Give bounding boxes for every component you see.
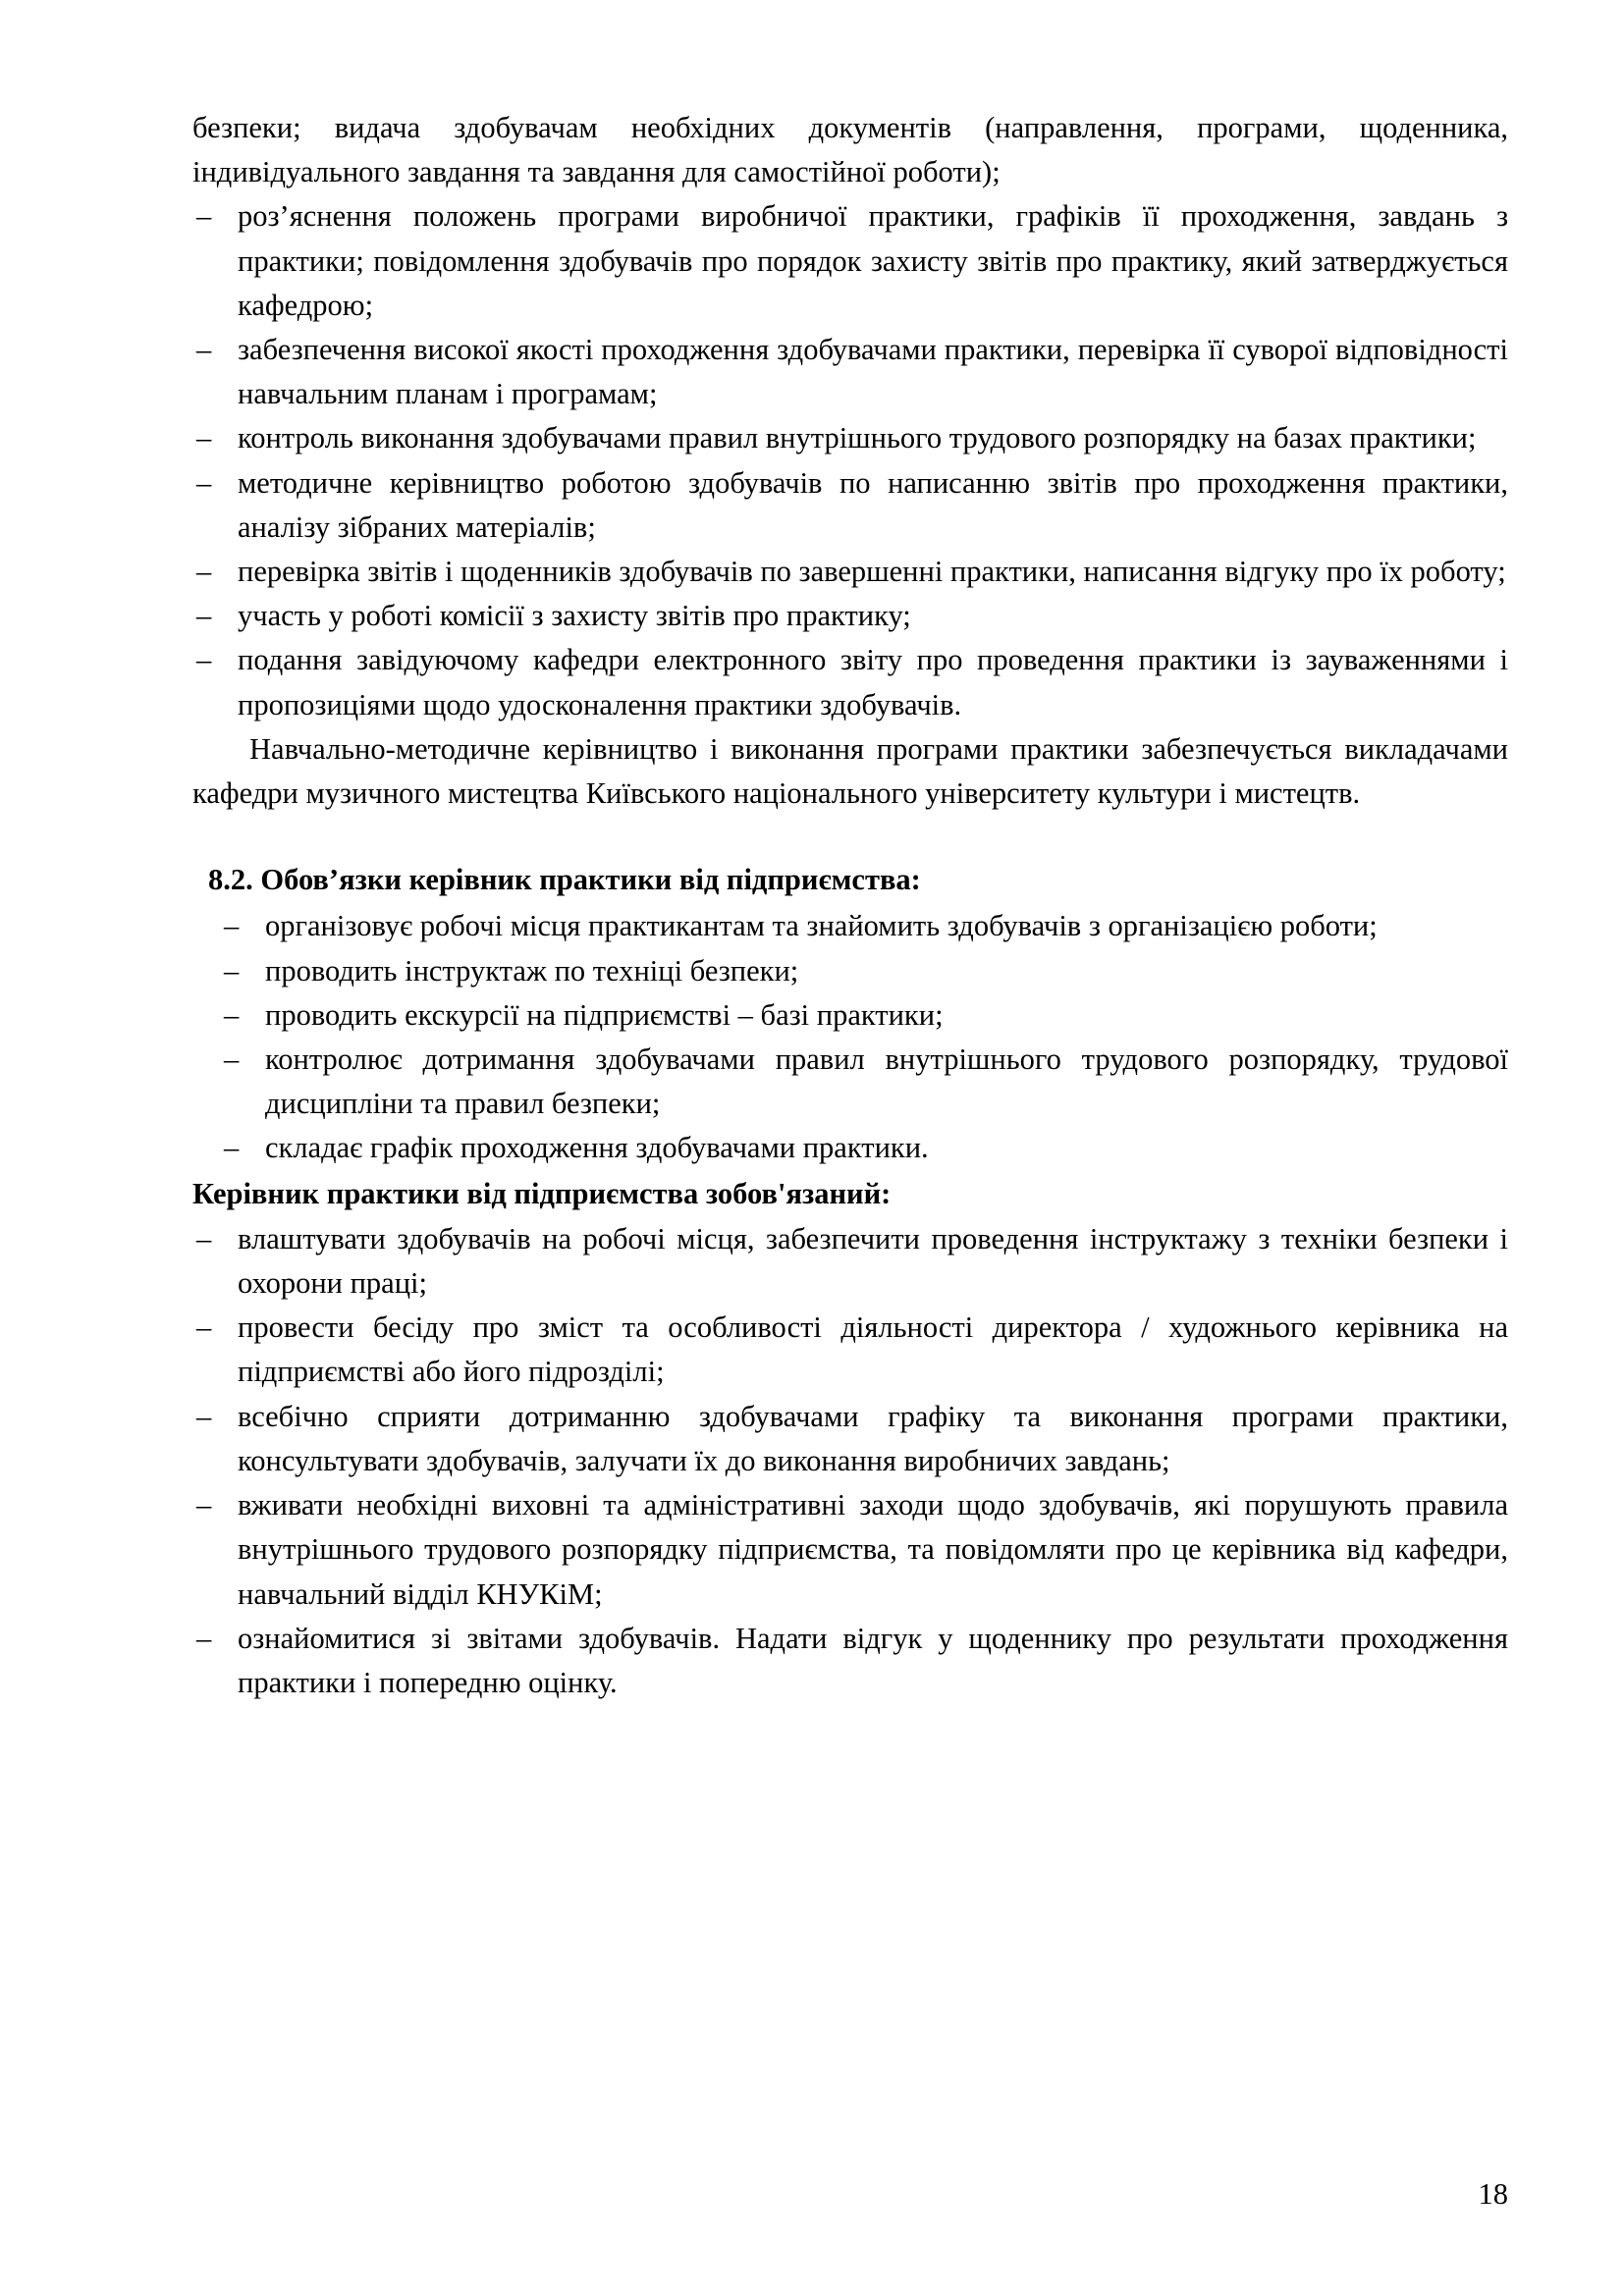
dash-bullet-icon: – — [196, 555, 212, 589]
obligations-list — [192, 1217, 1508, 1705]
dash-bullet-icon: – — [196, 465, 212, 500]
list-item — [220, 904, 1508, 948]
list-item — [192, 416, 1508, 460]
list-item-text: організовує робочі місця практикантам та знайомить здобувачів з організацією роботи; — [265, 909, 1378, 943]
list-item — [220, 1038, 1508, 1126]
dash-bullet-icon: – — [196, 1399, 212, 1433]
obligations-heading: Керівник практики від підприємства зобов'язаний: — [192, 1176, 892, 1210]
list-item-text: провести бесіду про зміст та особливості діяльності директора / художнього керівника на підприємстві або його підрозділі; — [238, 1310, 1508, 1389]
list-item-text: подання завідуючому кафедри електронного звіту про проведення практики із зауваженнями і пропозиціями щодо удосконалення практики здобувачів. — [238, 643, 1508, 721]
dash-bullet-icon: – — [196, 1310, 212, 1345]
list-item-text: роз’яснення положень програми виробничої практики, графіків її проходження, завдань з практики; повідомлення здобувачів про порядок захисту звітів про практику, який затверджується кафедрою; — [238, 199, 1508, 322]
list-item-text: ознайомитися зі звітами здобувачів. Надати відгук у щоденнику про результати проходження практики і попередню оцінку. — [238, 1621, 1508, 1699]
list-item-text: влаштувати здобувачів на робочі місця, забезпечити проведення інструктажу з техніки безпеки і охорони праці; — [238, 1221, 1508, 1301]
list-item-text: всебічно сприяти дотриманню здобувачами графіку та виконання програми практики, консультувати здобувачів, залучати їх до виконання виробничих завдань; — [238, 1399, 1508, 1477]
dash-bullet-icon: – — [224, 997, 240, 1032]
list-item-text: проводить екскурсії на підприємстві – базі практики; — [265, 997, 944, 1032]
section-8-2-heading: 8.2. Обов’язки керівник практики від підприємства: — [208, 863, 921, 897]
dash-bullet-icon: – — [196, 333, 212, 367]
dash-bullet-icon: – — [196, 1221, 212, 1255]
list-item-text: вживати необхідні виховні та адміністративні заходи щодо здобувачів, які порушують правила внутрішнього трудового розпорядку підприємства, та повідомляти про це керівника від кафедри, навчальний відділ КНУКіМ; — [238, 1488, 1508, 1611]
dash-bullet-icon: – — [196, 421, 212, 455]
list-item — [220, 1126, 1508, 1170]
list-item — [192, 328, 1508, 416]
closing-paragraph: Навчально-методичне керівництво і виконання програми практики забезпечується викладачами кафедри музичного мистецтва Київського національного університету культури і мистецтв. — [192, 731, 1508, 811]
list-item-text: складає графік проходження здобувачами практики. — [265, 1131, 929, 1165]
dash-bullet-icon: – — [224, 1131, 240, 1165]
list-item-text: методичне керівництво роботою здобувачів по написанню звітів про проходження практики, аналізу зібраних матеріалів; — [238, 465, 1508, 544]
section-8-2-list — [192, 904, 1508, 1170]
list-item — [192, 461, 1508, 550]
dash-bullet-icon: – — [196, 643, 212, 677]
list-item-text: контролює дотримання здобувачами правил внутрішнього трудового розпорядку, трудової дисципліни та правил безпеки; — [265, 1042, 1508, 1121]
list-item-text: перевірка звітів і щоденників здобувачів по завершенні практики, написання відгуку про їх роботу; — [238, 555, 1506, 589]
list-item — [192, 550, 1508, 594]
list-item — [192, 1217, 1508, 1306]
dash-bullet-icon: – — [196, 1621, 212, 1655]
page-content — [192, 106, 1508, 1705]
dash-bullet-icon: – — [196, 599, 212, 633]
list-item — [192, 1306, 1508, 1394]
dash-bullet-icon: – — [224, 953, 240, 988]
dash-bullet-icon: – — [196, 1488, 212, 1522]
duties-department-list — [192, 194, 1508, 726]
list-item-text: контроль виконання здобувачами правил внутрішнього трудового розпорядку на базах практики; — [238, 421, 1477, 455]
page-number: 18 — [1478, 2177, 1508, 2211]
list-item-text: участь у роботі комісії з захисту звітів про практику; — [238, 599, 911, 633]
list-item — [220, 993, 1508, 1038]
list-item — [192, 594, 1508, 638]
list-item — [220, 949, 1508, 993]
list-item-text: забезпечення високої якості проходження здобувачами практики, перевірка її суворої відповідності навчальним планам і програмам; — [238, 333, 1508, 411]
list-item-text: проводить інструктаж по техніці безпеки; — [265, 953, 799, 988]
dash-bullet-icon: – — [196, 199, 212, 234]
list-item — [192, 1617, 1508, 1705]
list-item — [192, 1483, 1508, 1617]
list-item — [192, 194, 1508, 328]
list-item — [192, 1395, 1508, 1483]
dash-bullet-icon: – — [224, 1042, 240, 1077]
dash-bullet-icon: – — [224, 909, 240, 943]
opening-paragraph: безпеки; видача здобувачам необхідних документів (направлення, програми, щоденника, індивідуального завдання та завдання для самостійної роботи); — [192, 111, 1508, 189]
list-item — [192, 638, 1508, 726]
